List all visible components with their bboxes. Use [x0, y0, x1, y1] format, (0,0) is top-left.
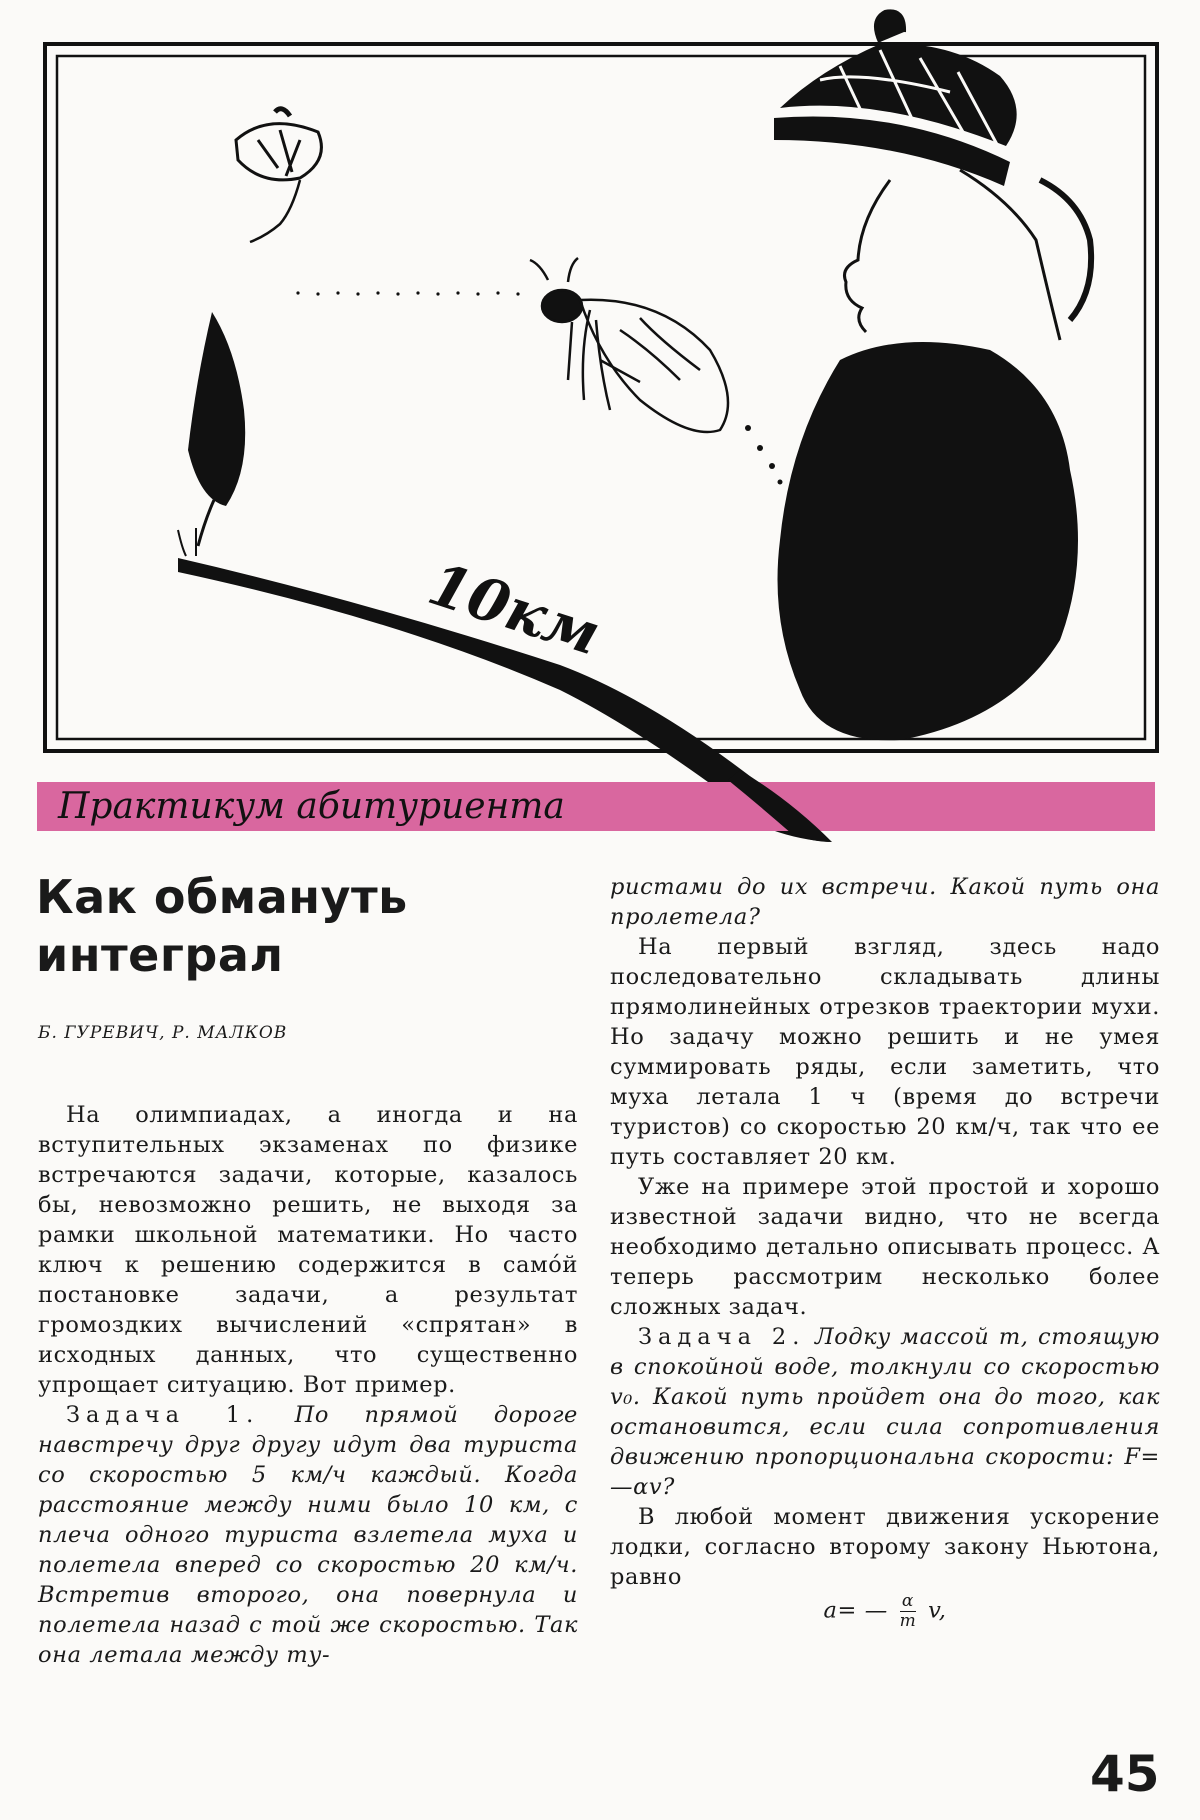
- flower-drawing: [236, 109, 321, 242]
- article-title-line2: интеграл: [36, 928, 284, 982]
- formula-rhs: v,: [928, 1597, 947, 1624]
- newton-paragraph: В любой момент движения ускорение лодки, согласно второму закону Ньютона, равно: [610, 1504, 1160, 1590]
- solution1-paragraph: На первый взгляд, здесь надо последовательно складывать длины прямолинейных отрезков траектории мухи. Но задачу можно решить и не умея суммировать ряды, если заметить, что муха летала 1 ч (время до встречи туристов) со скоростью 20 км/ч, так что ее путь составляет 20 км.: [610, 934, 1160, 1170]
- task2-text: Лодку массой m, стоящую в спокойной воде, толкнули со скоростью v₀. Какой путь пройдет она до того, как остановится, если сила сопротивления движению пропорциональна скорости: F=—αv?: [610, 1324, 1160, 1500]
- task1-paragraph: [38, 1400, 578, 1670]
- section-banner-text: Практикум абитуриента: [58, 786, 565, 827]
- formula-lhs: a= —: [823, 1597, 888, 1624]
- intro-paragraph: На олимпиадах, а иногда и на вступительных экзаменах по физике встречаются задачи, которые, казалось бы, невозможно решить, не выходя за рамки школьной математики. Но часто ключ к решению содержится в само́й постановке задачи, а результат громоздких вычислений «спрятан» в исходных данных, что существенно упрощает ситуацию. Вот пример.: [38, 1102, 578, 1398]
- task1-text: По прямой дороге навстречу друг другу идут два туриста со скоростью 5 км/ч каждый. Когда расстояние между ними было 10 км, с плеча одного туриста взлетела муха и полетела вперед со скоростью 20 км/ч. Встретив второго, она повернула и полетела назад с той же скоростью. Так она летала между ту-: [38, 1402, 578, 1668]
- fly-drawing: [530, 258, 728, 432]
- formula-fraction: [900, 1592, 917, 1631]
- text-column-right: [610, 872, 1160, 1631]
- task1-continuation: ристами до их встречи. Какой путь она пролетела?: [610, 874, 1160, 930]
- distance-sign: 10км: [420, 549, 609, 669]
- task1-label: Задача 1.: [66, 1402, 260, 1428]
- article-authors: Б. ГУРЕВИЧ, Р. МАЛКОВ: [38, 1023, 288, 1043]
- page-number: 45: [1090, 1745, 1160, 1803]
- woman-drawing: [774, 11, 1091, 740]
- acceleration-formula: [610, 1592, 1160, 1631]
- article-title-line1: Как обмануть: [36, 870, 408, 924]
- text-column-left: [38, 1100, 578, 1670]
- formula-denominator: m: [899, 1611, 917, 1631]
- task2-label: Задача 2.: [638, 1324, 806, 1350]
- formula-numerator: α: [900, 1592, 917, 1612]
- transition-paragraph: Уже на примере этой простой и хорошо известной задачи видно, что не всегда необходимо детально описывать процесс. А теперь рассмотрим несколько более сложных задач.: [610, 1174, 1160, 1320]
- task2-paragraph: [610, 1322, 1160, 1502]
- tree-drawing: [178, 312, 245, 556]
- article-title: [36, 868, 576, 984]
- illustration: [0, 0, 1200, 860]
- fly-trail: [296, 291, 782, 484]
